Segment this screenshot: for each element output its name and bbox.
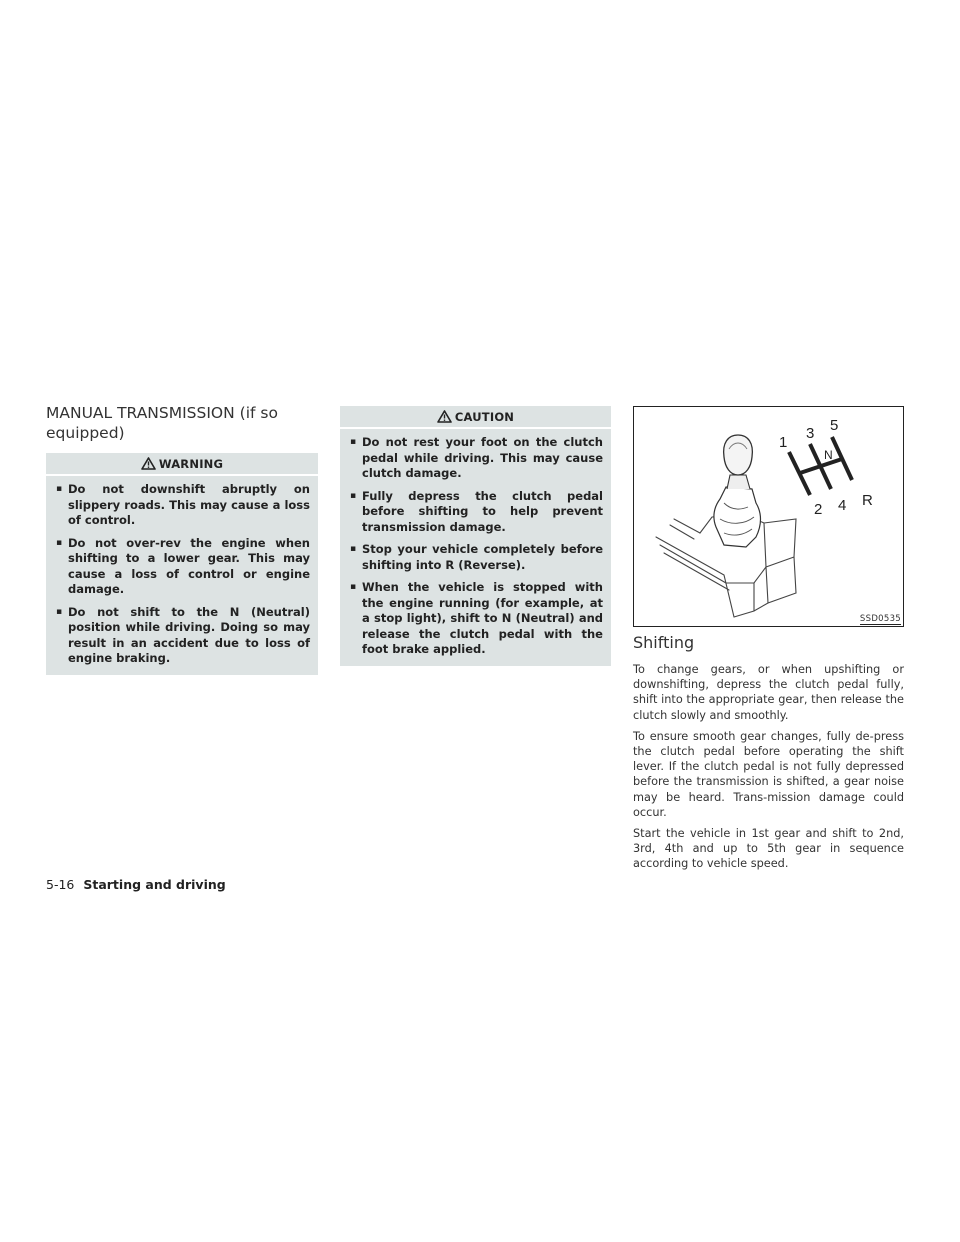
caution-item: ▪ Stop your vehicle completely before shifting into R (Reverse). [348, 542, 603, 573]
chapter-title: Starting and driving [83, 877, 226, 892]
shifting-paragraph: Start the vehicle in 1st gear and shift to 2nd, 3rd, 4th and up to 5th gear in sequence according to vehicle speed. [633, 827, 904, 871]
page-footer [46, 877, 226, 892]
shifting-paragraph: To ensure smooth gear changes, fully de-press the clutch pedal before operating the shift lever. If the clutch pedal is not fully depressed before the transmission is shifted, a gear noise may be heard. Trans-mission damage could occur. [633, 729, 904, 819]
caution-header [340, 406, 611, 429]
caution-list [340, 429, 611, 666]
gear-shift-illustration [634, 407, 903, 626]
caution-label: CAUTION [454, 409, 515, 424]
gear-1-label: 1 [779, 434, 788, 451]
warning-box [46, 453, 318, 675]
shifting-body [633, 662, 904, 878]
shifting-paragraph: To change gears, or when upshifting or downshifting, depress the clutch pedal fully, shift into the appropriate gear, then release the clutch slowly and smoothly. [633, 663, 904, 722]
shift-pattern-figure [633, 406, 904, 627]
caution-box [340, 406, 611, 666]
warning-header [46, 453, 318, 476]
page-number: 5-16 [46, 877, 75, 892]
shifting-heading: Shifting [633, 633, 695, 652]
warning-item: ▪ Do not downshift abruptly on slippery roads. This may cause a loss of control. [54, 482, 310, 529]
warning-list [46, 476, 318, 675]
caution-item: ▪ Do not rest your foot on the clutch pedal while driving. This may cause clutch damage. [348, 435, 603, 482]
gear-4-label: 4 [838, 497, 847, 514]
neutral-label: N [824, 448, 833, 462]
section-title: MANUAL TRANSMISSION (if so equipped) [46, 404, 278, 442]
caution-icon [437, 410, 452, 423]
gear-3-label: 3 [806, 425, 815, 442]
caution-item: ▪ When the vehicle is stopped with the engine running (for example, at a stop light), shift to N (Neutral) and release the clutch pedal with the foot brake applied. [348, 580, 603, 658]
warning-label: WARNING [158, 456, 224, 471]
figure-code: SSD0535 [859, 614, 901, 624]
reverse-label: R [862, 492, 873, 509]
warning-item: ▪ Do not shift to the N (Neutral) position while driving. Doing so may result in an accident due to loss of engine braking. [54, 605, 310, 667]
warning-icon [141, 457, 156, 470]
gear-2-label: 2 [814, 501, 823, 518]
gear-5-label: 5 [830, 417, 839, 434]
caution-item: ▪ Fully depress the clutch pedal before shifting to help prevent transmission damage. [348, 489, 603, 536]
warning-item: ▪ Do not over-rev the engine when shifting to a lower gear. This may cause a loss of control or engine damage. [54, 536, 310, 598]
